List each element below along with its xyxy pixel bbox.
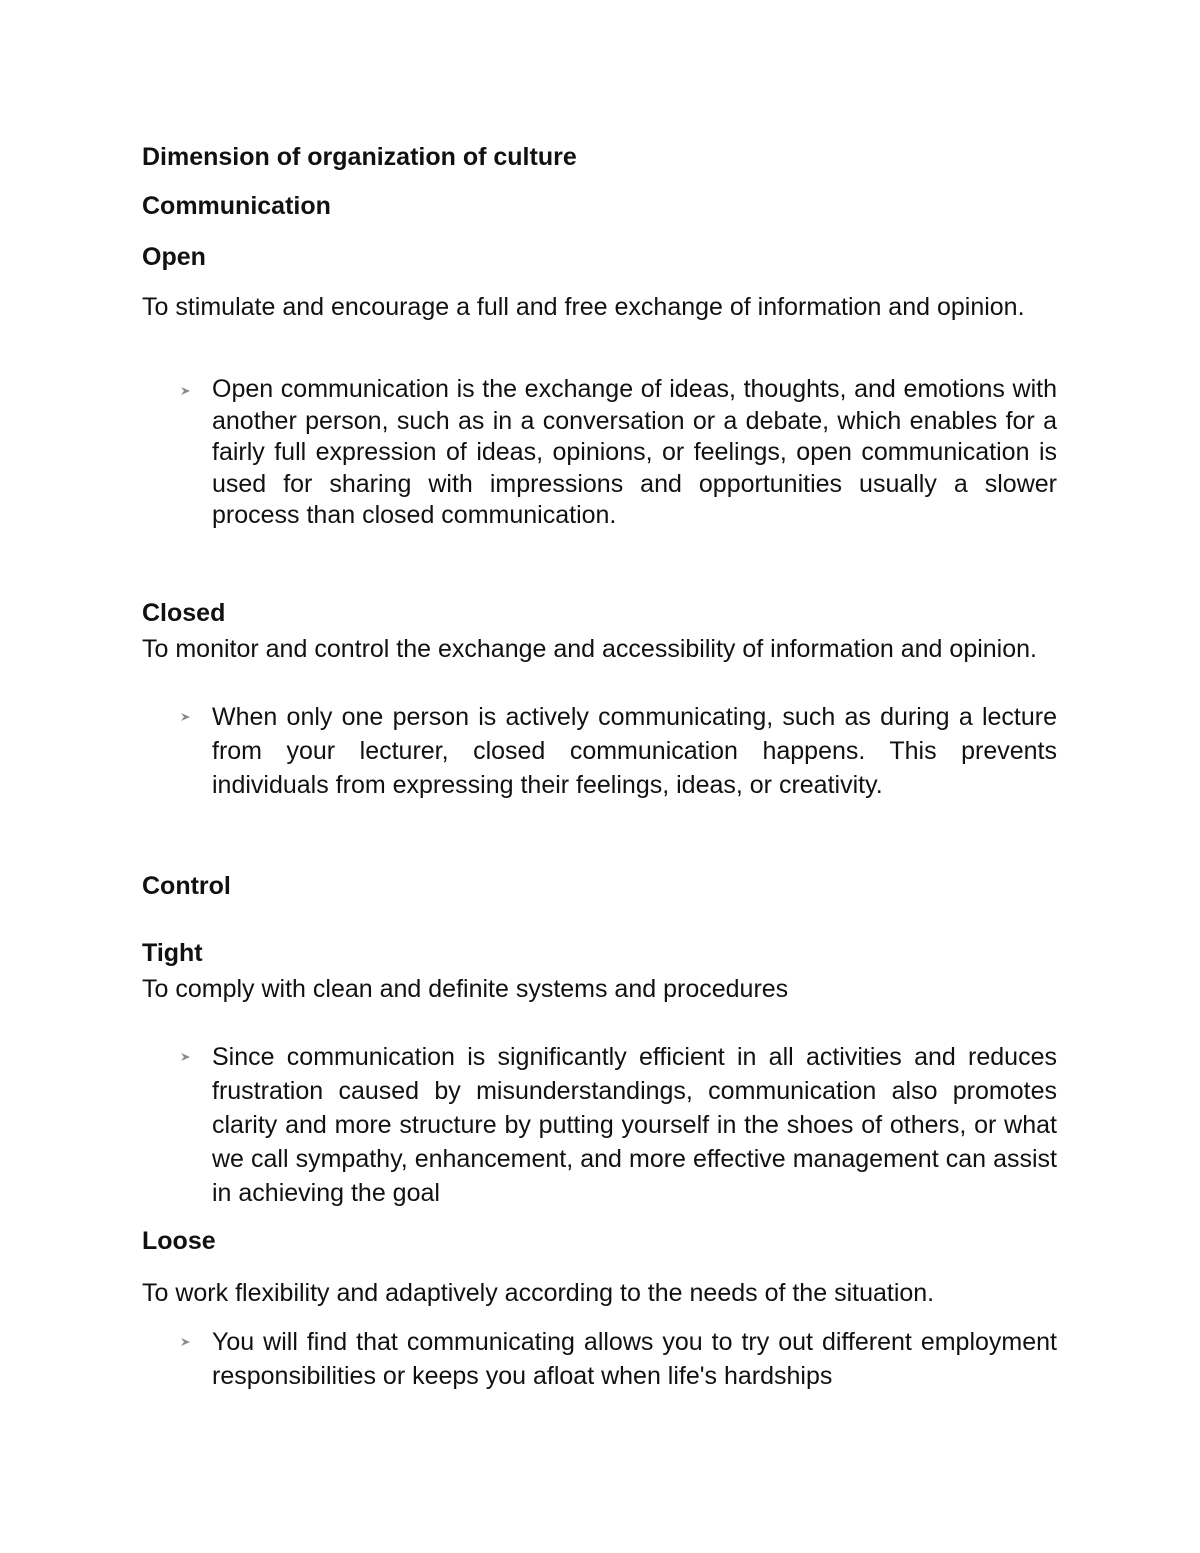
open-definition: To stimulate and encourage a full and free exchange of information and opinion. <box>142 293 1025 321</box>
bullet-arrow-icon <box>178 1334 194 1350</box>
closed-definition: To monitor and control the exchange and accessibility of information and opinion. <box>142 635 1037 663</box>
subheading-open: Open <box>142 243 206 271</box>
tight-bullet-text: Since communication is significantly efficient in all activities and reduces frustration caused by misunderstandings, communication also promotes clarity and more structure by putting yourself in the shoes of others, or what we call sympathy, enhancement, and more effective management can assist in achieving the goal <box>212 1043 1057 1207</box>
loose-bullet-text: You will find that communicating allows you to try out different employment responsibilities or keeps you afloat when life's hardships <box>212 1328 1057 1390</box>
subheading-loose: Loose <box>142 1227 216 1255</box>
subheading-closed: Closed <box>142 599 226 627</box>
section-heading-control: Control <box>142 872 231 900</box>
document-title: Dimension of organization of culture <box>142 143 577 171</box>
bullet-arrow-icon <box>178 709 194 725</box>
subheading-tight: Tight <box>142 939 203 967</box>
loose-definition: To work flexibility and adaptively according to the needs of the situation. <box>142 1279 935 1307</box>
bullet-arrow-icon <box>178 383 194 399</box>
closed-bullet-text: When only one person is actively communicating, such as during a lecture from your lecturer, closed communication happens. This prevents individuals from expressing their feelings, ideas, or creativity. <box>212 703 1057 799</box>
tight-definition: To comply with clean and definite systems and procedures <box>142 975 789 1003</box>
bullet-arrow-icon <box>178 1049 194 1065</box>
section-heading-communication: Communication <box>142 192 331 220</box>
open-bullet-text: Open communication is the exchange of ideas, thoughts, and emotions with another person, such as in a conversation or a debate, which enables for a fairly full expression of ideas, opinions, or feelings, open communication is used for sharing with impressions and opportunities usually a slower process than closed communication. <box>212 375 1057 529</box>
